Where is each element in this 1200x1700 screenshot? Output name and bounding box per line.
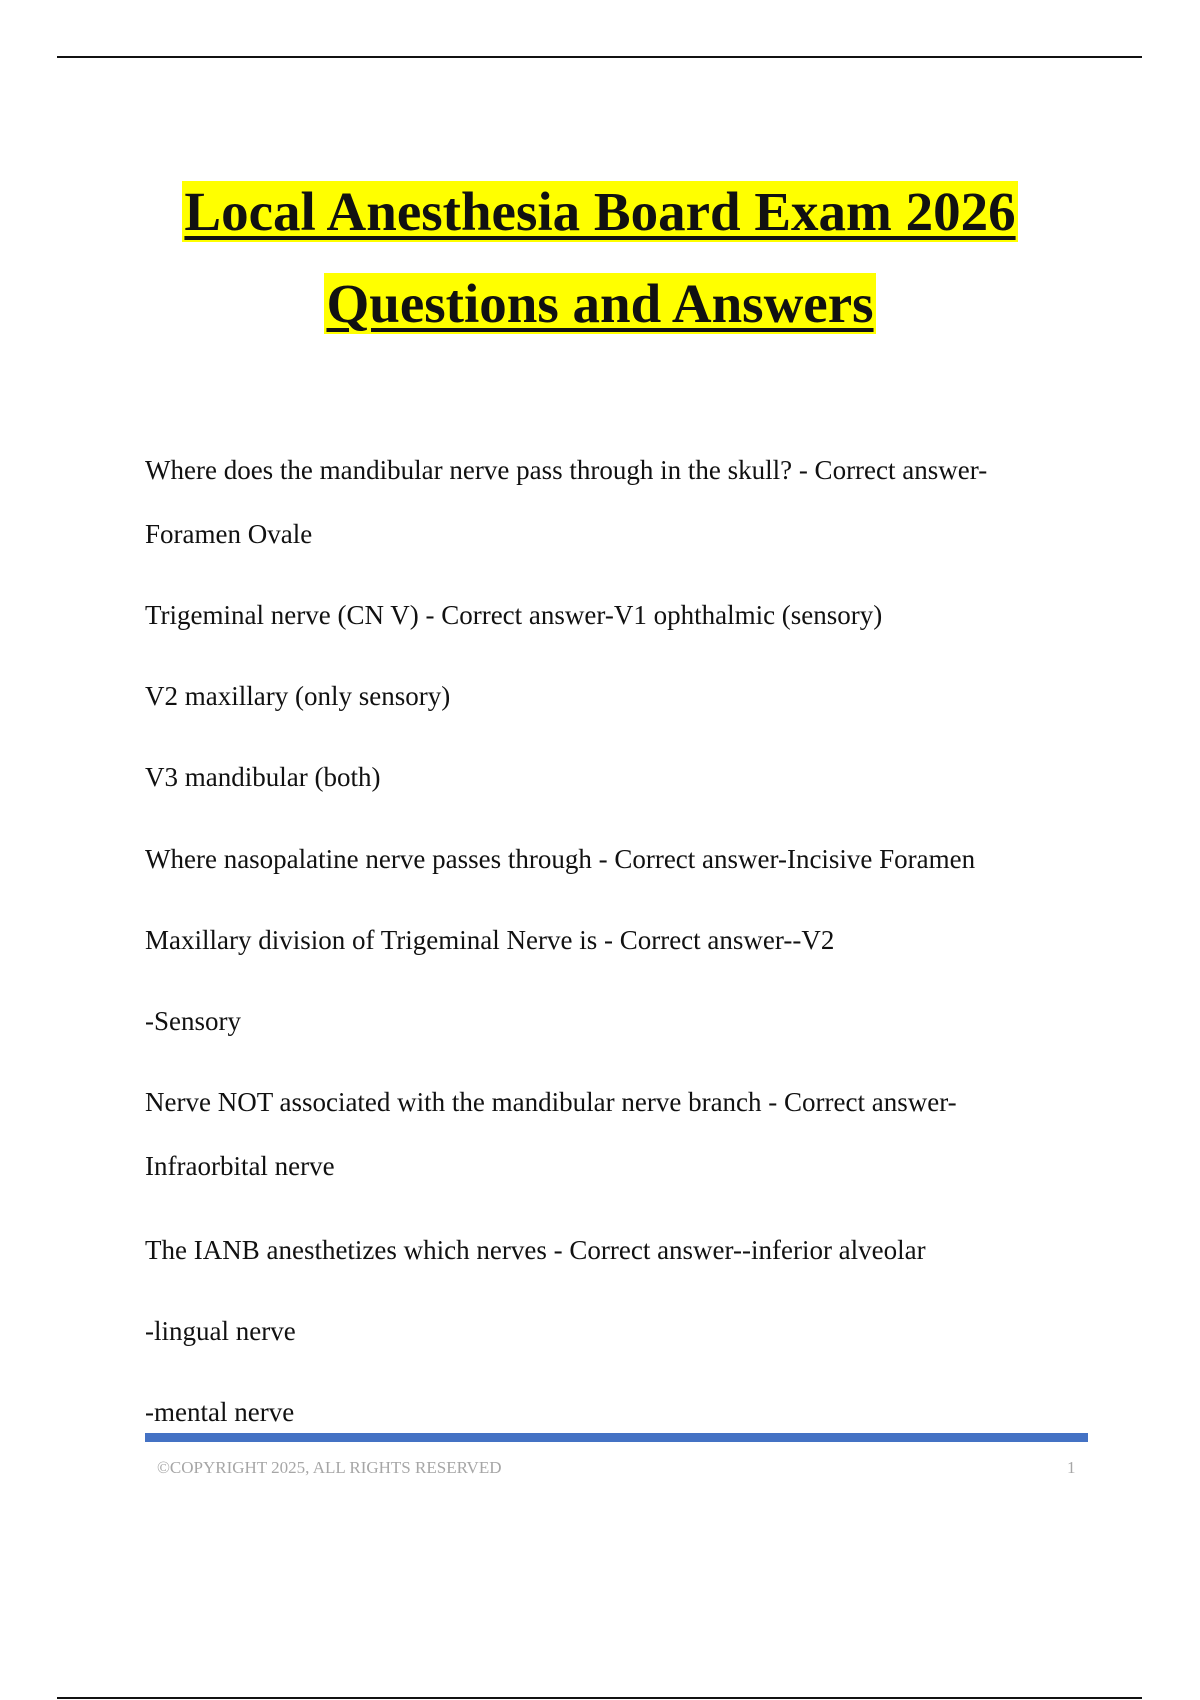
page-bottom-rule bbox=[57, 1697, 1142, 1699]
qa-answer-line: -Sensory bbox=[145, 1006, 241, 1036]
qa-answer-line: -lingual nerve bbox=[145, 1316, 296, 1346]
qa-question-3: Where nasopalatine nerve passes through - Correct answer-Incisive Foramen bbox=[145, 844, 976, 874]
header-rule bbox=[57, 56, 1142, 58]
qa-answer-1: Foramen Ovale bbox=[145, 519, 313, 549]
qa-question-2: Trigeminal nerve (CN V) - Correct answer-V1 ophthalmic (sensory) bbox=[145, 600, 883, 630]
qa-question-6: The IANB anesthetizes which nerves - Correct answer--inferior alveolar bbox=[145, 1235, 926, 1265]
document-title-line-1 bbox=[0, 180, 1200, 244]
qa-answer-5: Infraorbital nerve bbox=[145, 1151, 335, 1181]
qa-answer-line: V3 mandibular (both) bbox=[145, 762, 381, 792]
qa-question-1: Where does the mandibular nerve pass through in the skull? - Correct answer- bbox=[145, 455, 988, 485]
footer-page-number: 1 bbox=[1067, 1458, 1076, 1477]
qa-answer-line: -mental nerve bbox=[145, 1397, 295, 1427]
footer-copyright: ©COPYRIGHT 2025, ALL RIGHTS RESERVED bbox=[157, 1458, 502, 1477]
qa-question-4: Maxillary division of Trigeminal Nerve is - Correct answer--V2 bbox=[145, 925, 835, 955]
title-line-1-text: Local Anesthesia Board Exam 2026 bbox=[184, 181, 1016, 242]
footer-bar bbox=[145, 1433, 1088, 1442]
qa-question-5: Nerve NOT associated with the mandibular nerve branch - Correct answer- bbox=[145, 1087, 957, 1117]
title-line-2-text: Questions and Answers bbox=[326, 273, 874, 334]
document-title-line-2 bbox=[0, 272, 1200, 336]
qa-answer-line: V2 maxillary (only sensory) bbox=[145, 681, 451, 711]
